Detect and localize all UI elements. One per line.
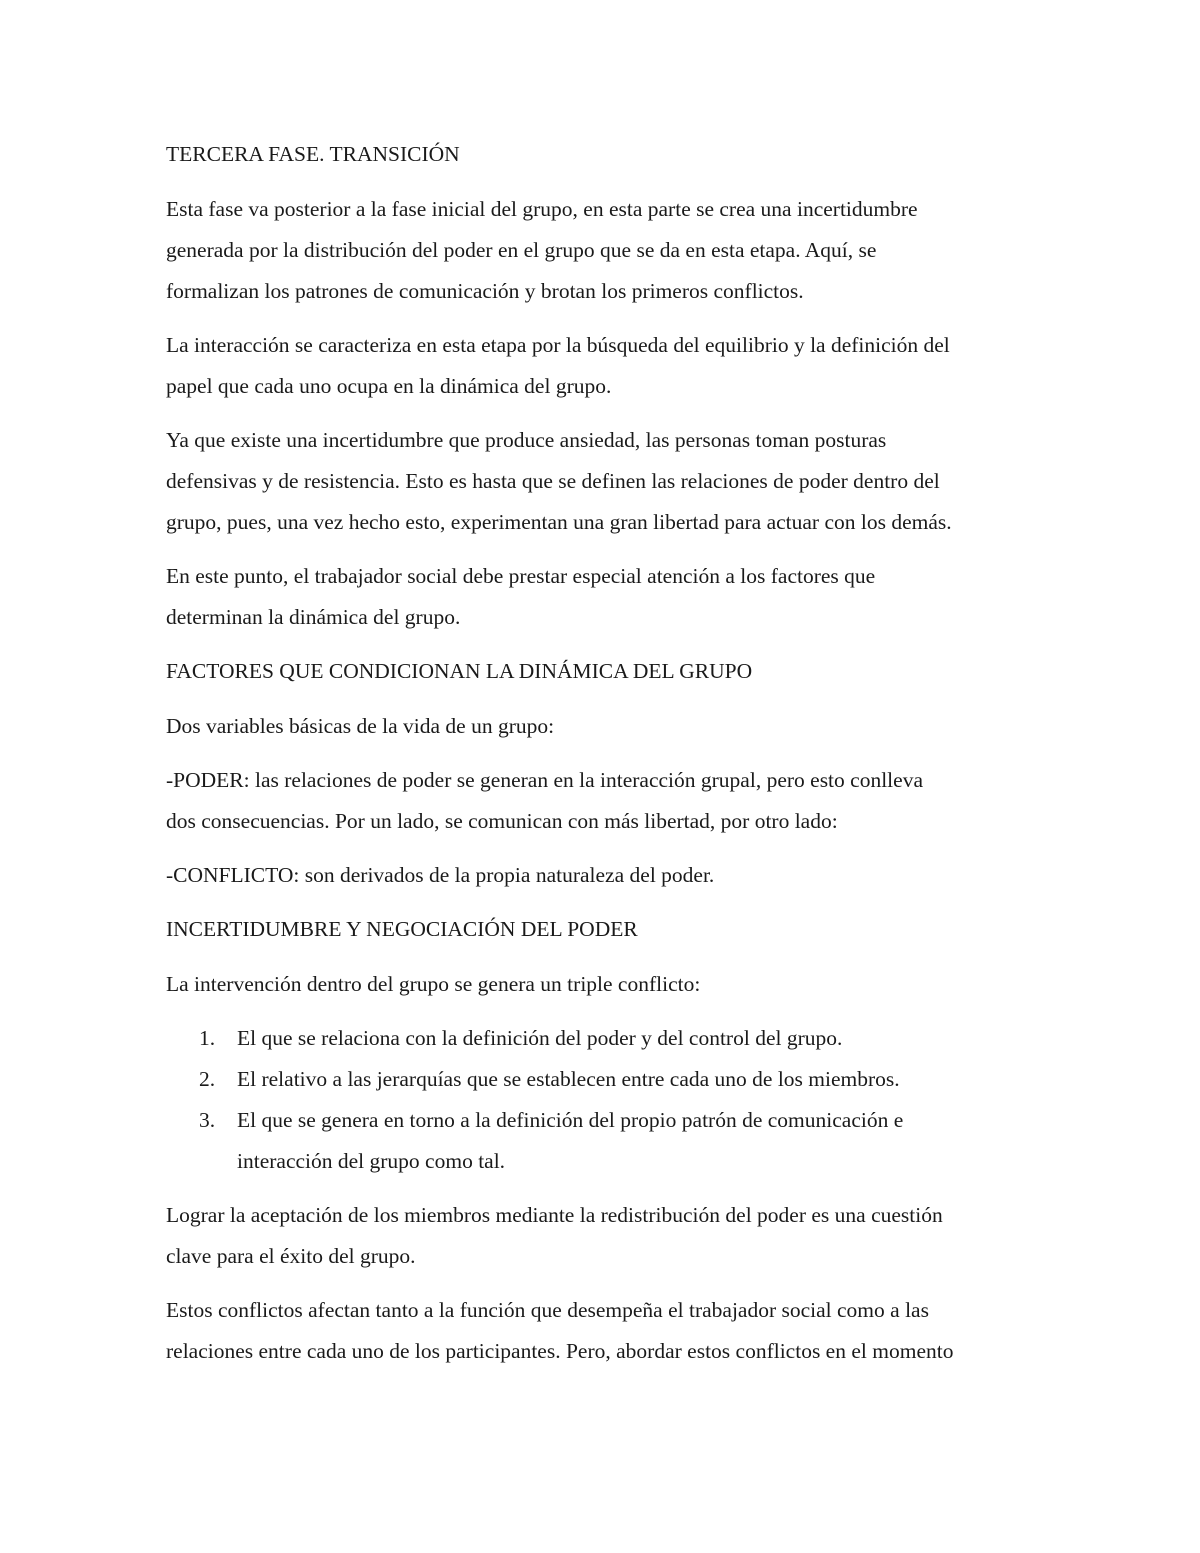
list-number: 2.: [199, 1067, 216, 1091]
text-line: Lograr la aceptación de los miembros mediante la redistribución del poder es una cuestión: [166, 1203, 943, 1227]
text-line: dos consecuencias. Por un lado, se comunican con más libertad, por otro lado:: [166, 809, 838, 833]
paragraph-poder: [166, 760, 1046, 842]
text-line: Ya que existe una incertidumbre que produce ansiedad, las personas toman posturas: [166, 428, 887, 452]
text-line: -PODER: las relaciones de poder se generan en la interacción grupal, pero esto conlleva: [166, 768, 923, 792]
text-line: formalizan los patrones de comunicación y brotan los primeros conflictos.: [166, 279, 804, 303]
text-line: La interacción se caracteriza en esta etapa por la búsqueda del equilibrio y la definición del: [166, 333, 950, 357]
paragraph-1: [166, 189, 1046, 312]
paragraph-3: [166, 420, 1046, 543]
section-heading-incertidumbre: [166, 909, 1046, 950]
heading-text: TERCERA FASE. TRANSICIÓN: [166, 142, 460, 166]
text-line: generada por la distribución del poder en el grupo que se da en esta etapa. Aquí, se: [166, 238, 877, 262]
paragraph-5: [166, 706, 1046, 747]
paragraph-9: [166, 1195, 1046, 1277]
list-item-text: El que se relaciona con la definición del poder y del control del grupo.: [237, 1026, 843, 1050]
text-line: defensivas y de resistencia. Esto es hasta que se definen las relaciones de poder dentro del: [166, 469, 940, 493]
conflict-list: [166, 1018, 1046, 1182]
list-number: 3.: [199, 1108, 216, 1132]
list-item: [166, 1059, 1046, 1100]
section-heading-factores: [166, 651, 1046, 692]
list-item-text: El que se genera en torno a la definición del propio patrón de comunicación e: [237, 1108, 904, 1132]
list-item: [166, 1100, 1046, 1182]
text-line: determinan la dinámica del grupo.: [166, 605, 461, 629]
paragraph-conflicto: [166, 855, 1046, 896]
list-item: [166, 1018, 1046, 1059]
text-line: clave para el éxito del grupo.: [166, 1244, 416, 1268]
paragraph-8: [166, 964, 1046, 1005]
text-line: En este punto, el trabajador social debe prestar especial atención a los factores que: [166, 564, 876, 588]
section-heading-transicion: [166, 134, 1046, 175]
list-number: 1.: [199, 1026, 216, 1050]
text-line: grupo, pues, una vez hecho esto, experimentan una gran libertad para actuar con los demás.: [166, 510, 952, 534]
heading-text: FACTORES QUE CONDICIONAN LA DINÁMICA DEL GRUPO: [166, 659, 753, 683]
heading-text: INCERTIDUMBRE Y NEGOCIACIÓN DEL PODER: [166, 917, 638, 941]
paragraph-2: [166, 325, 1046, 407]
paragraph-4: [166, 556, 1046, 638]
list-item-text: interacción del grupo como tal.: [237, 1149, 506, 1173]
list-item-text: El relativo a las jerarquías que se establecen entre cada uno de los miembros.: [237, 1067, 900, 1091]
text-line: La intervención dentro del grupo se genera un triple conflicto:: [166, 972, 701, 996]
text-line: Dos variables básicas de la vida de un grupo:: [166, 714, 555, 738]
document-page: [166, 134, 1046, 1385]
text-line: relaciones entre cada uno de los participantes. Pero, abordar estos conflictos en el momento: [166, 1339, 954, 1363]
paragraph-10: [166, 1290, 1046, 1372]
text-line: papel que cada uno ocupa en la dinámica del grupo.: [166, 374, 612, 398]
text-line: -CONFLICTO: son derivados de la propia naturaleza del poder.: [166, 863, 715, 887]
text-line: Esta fase va posterior a la fase inicial del grupo, en esta parte se crea una incertidumbre: [166, 197, 918, 221]
text-line: Estos conflictos afectan tanto a la función que desempeña el trabajador social como a las: [166, 1298, 929, 1322]
